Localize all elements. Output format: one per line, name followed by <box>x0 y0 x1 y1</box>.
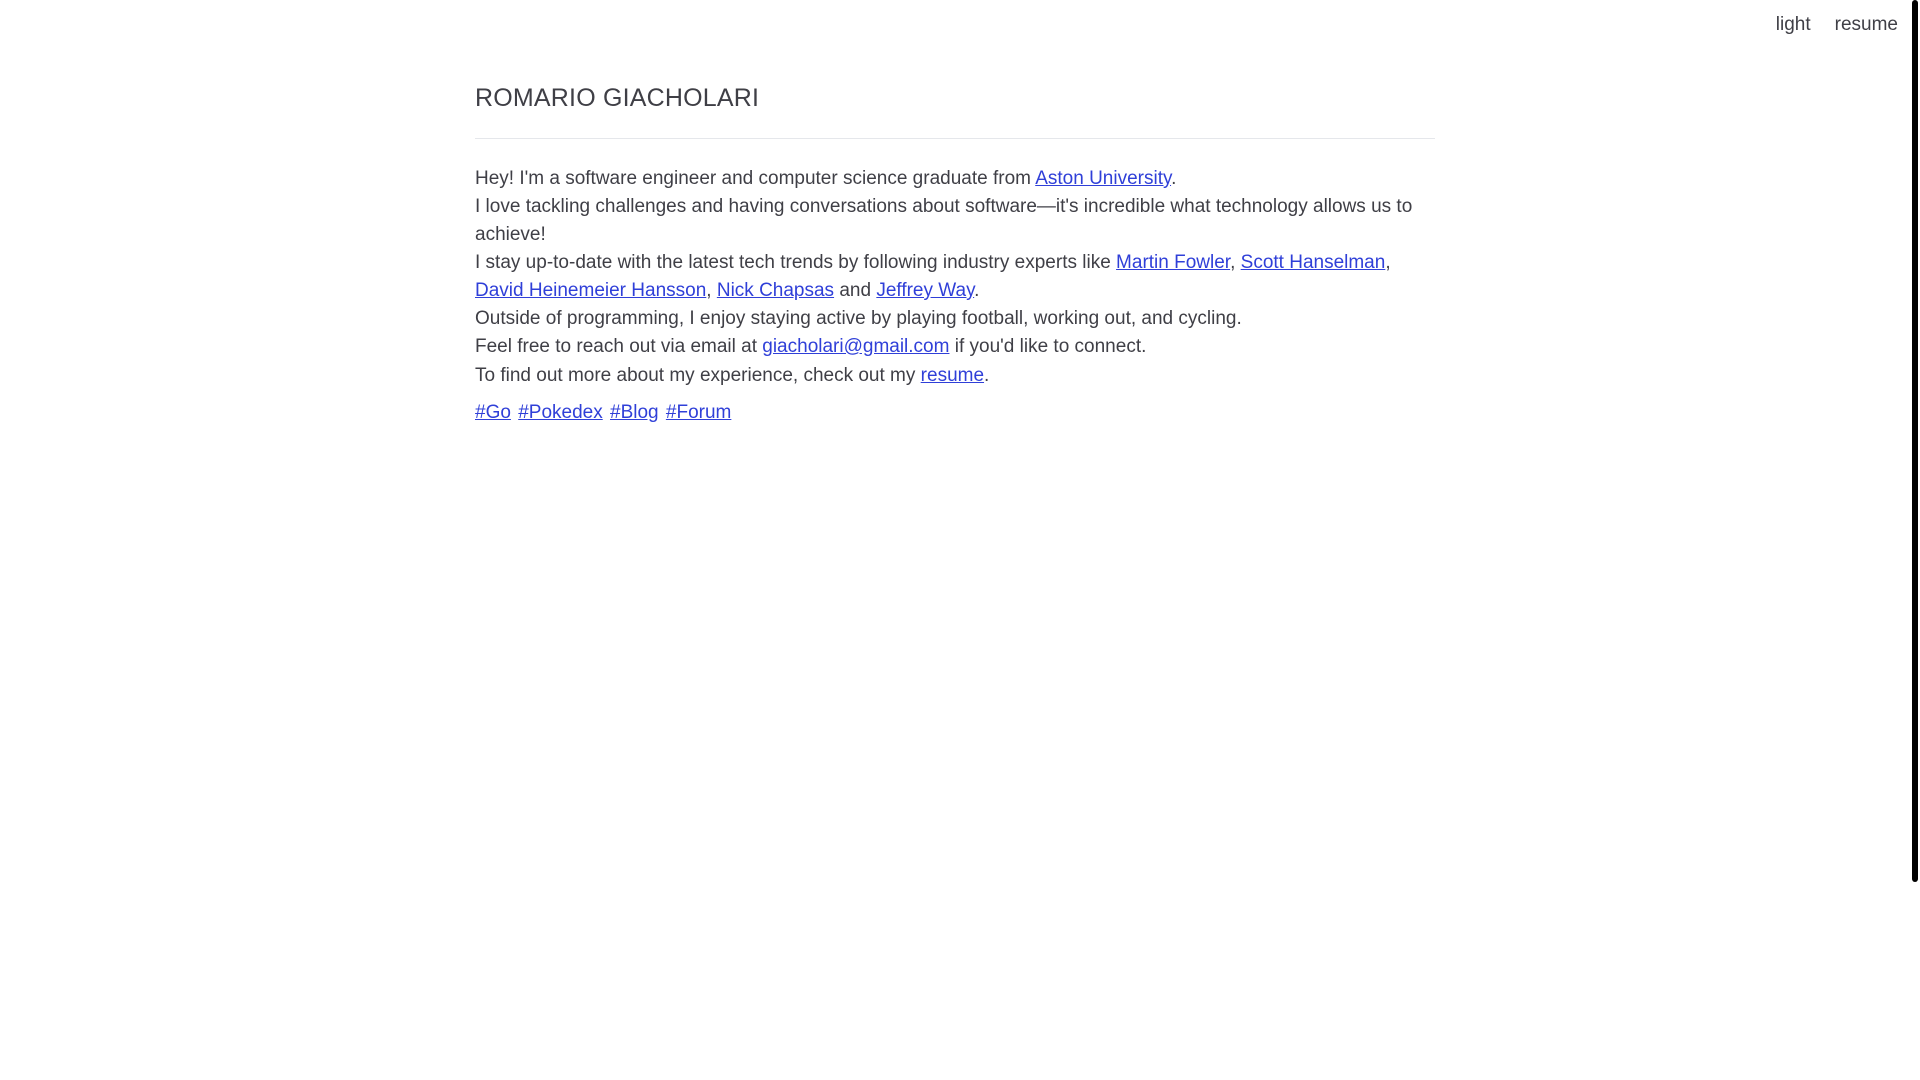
top-nav <box>1776 14 1898 36</box>
bio-section <box>475 165 1435 390</box>
expert-link-scott-hanselman[interactable]: Scott Hanselman <box>1240 252 1386 273</box>
page-title: ROMARIO GIACHOLARI <box>475 84 760 112</box>
vertical-scrollbar[interactable] <box>1908 0 1920 1080</box>
main-content <box>475 82 1435 427</box>
tag-link-forum[interactable]: #Forum <box>665 402 732 423</box>
tag-link-go[interactable]: #Go <box>475 402 511 423</box>
tag-link-pokedex[interactable]: #Pokedex <box>518 402 603 423</box>
email-link[interactable]: giacholari@gmail.com <box>762 336 950 357</box>
title-divider <box>475 138 1435 139</box>
bio-line-education <box>475 165 1435 193</box>
bio-line-hobbies: Outside of programming, I enjoy staying active by playing football, working out, and cycling. <box>475 308 1242 329</box>
bio-line-contact <box>475 333 1435 361</box>
bio-line-experts <box>475 249 1435 305</box>
bio-text: Hey! I'm a software engineer and computer science graduate from <box>475 168 1036 189</box>
bio-text: if you'd like to connect. <box>949 336 1147 357</box>
bio-line-resume <box>475 362 1435 390</box>
bio-text: . <box>974 280 980 301</box>
bio-text: I stay up-to-date with the latest tech trends by following industry experts like <box>475 252 1117 273</box>
resume-inline-link[interactable]: resume <box>920 365 985 386</box>
tag-link-blog[interactable]: #Blog <box>610 402 659 423</box>
expert-link-nick-chapsas[interactable]: Nick Chapsas <box>716 280 835 301</box>
bio-text: . <box>984 365 990 386</box>
bio-text: To find out more about my experience, check out my <box>475 365 921 386</box>
separator: , <box>1385 252 1391 273</box>
expert-link-jeffrey-way[interactable]: Jeffrey Way <box>876 280 975 301</box>
separator: , <box>1230 252 1241 273</box>
expert-link-dhh[interactable]: David Heinemeier Hansson <box>475 280 707 301</box>
expert-link-martin-fowler[interactable]: Martin Fowler <box>1116 252 1231 273</box>
tag-list <box>475 399 1435 427</box>
bio-text: . <box>1171 168 1177 189</box>
theme-toggle-link[interactable]: light <box>1775 14 1811 35</box>
aston-university-link[interactable]: Aston University <box>1035 168 1172 189</box>
scrollbar-thumb[interactable] <box>1912 0 1918 882</box>
resume-nav-link[interactable]: resume <box>1834 14 1898 35</box>
separator: , <box>706 280 717 301</box>
separator: and <box>834 280 877 301</box>
bio-text: Feel free to reach out via email at <box>475 336 763 357</box>
bio-line-passion: I love tackling challenges and having conversations about software—it's incredible what technology allows us to achieve! <box>475 196 1413 245</box>
